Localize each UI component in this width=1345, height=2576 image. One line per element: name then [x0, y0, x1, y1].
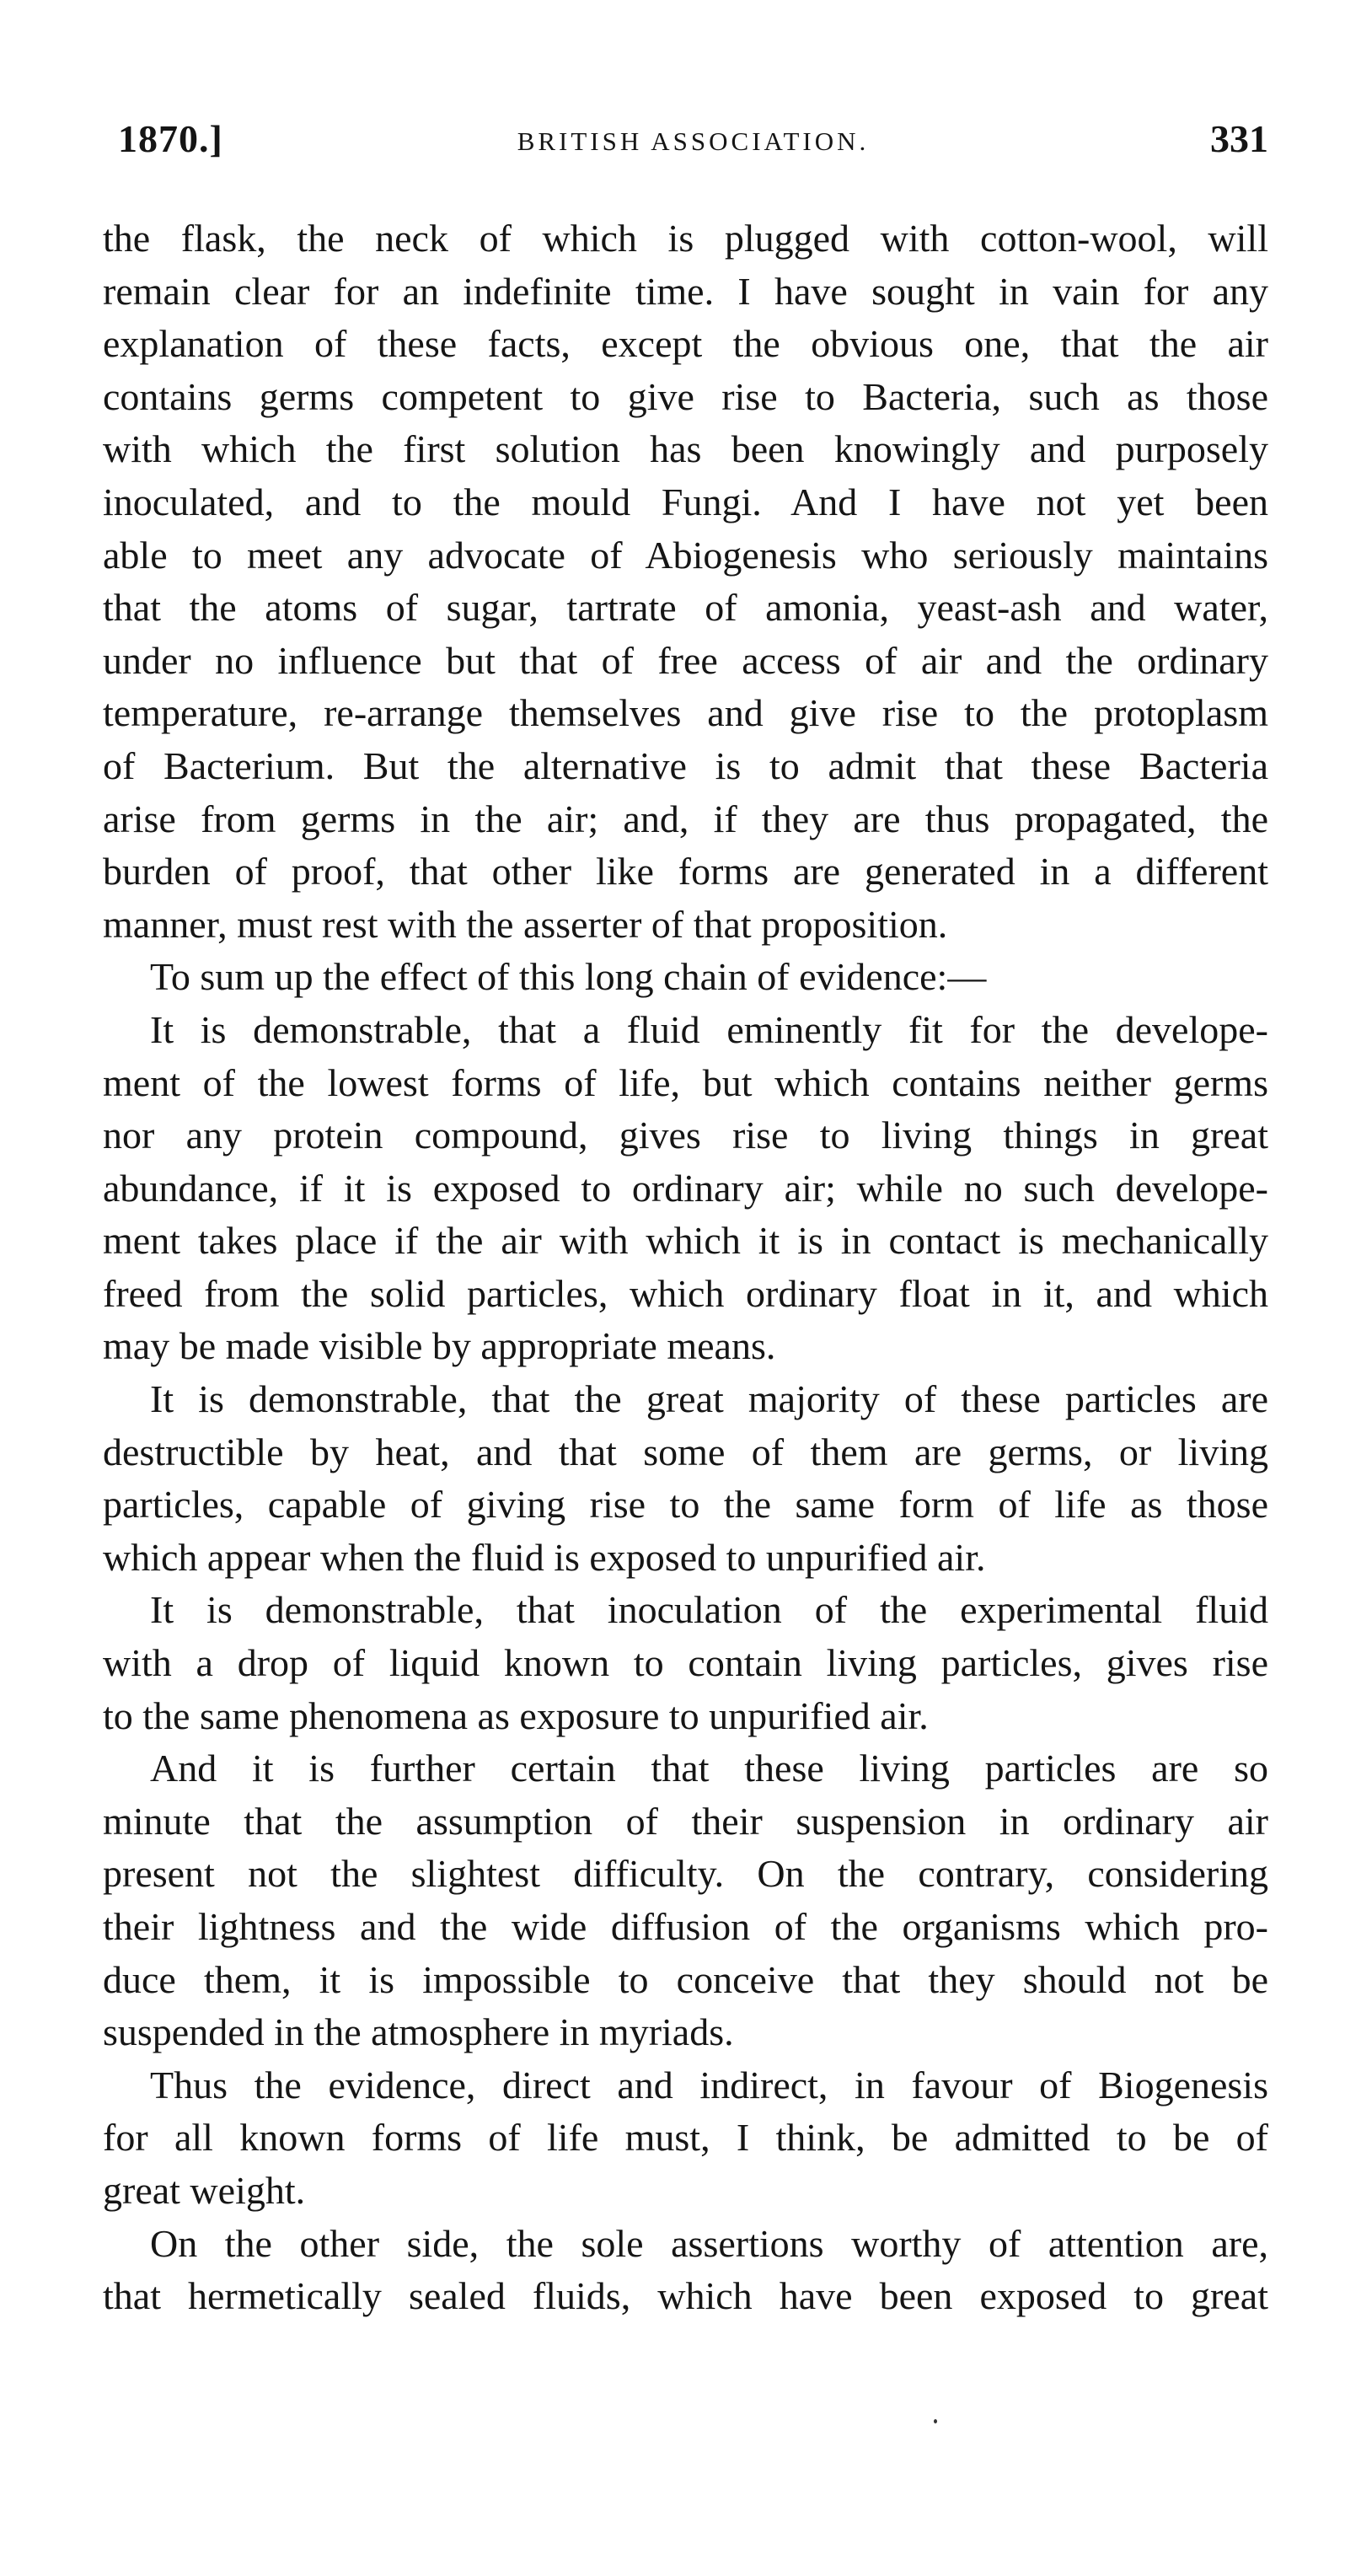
text-line: manner, must rest with the asserter of that proposition. — [103, 902, 948, 946]
text-line: particles, capable of giving rise to the same form of life as those — [103, 1483, 1268, 1527]
text-line: On the other side, the sole assertions worthy of attention are, — [150, 2221, 1268, 2265]
text-line: It is demonstrable, that inoculation of the experimental fluid — [150, 1588, 1268, 1632]
text-line: burden of proof, that other like forms are generated in a different — [103, 850, 1268, 894]
text-line: freed from the solid particles, which ordinary float in it, and which — [103, 1271, 1268, 1315]
body-text — [103, 212, 1268, 2323]
text-line: their lightness and the wide diffusion of the organisms which pro- — [103, 1905, 1268, 1948]
page-number: 331 — [1210, 117, 1268, 160]
text-line: duce them, it is impossible to conceive that they should not be — [103, 1957, 1268, 2001]
text-line: may be made visible by appropriate means. — [103, 1324, 776, 1368]
text-line: inoculated, and to the mould Fungi. And I have not yet been — [103, 480, 1268, 523]
text-line: that the atoms of sugar, tartrate of amonia, yeast-ash and water, — [103, 586, 1268, 630]
text-line: destructible by heat, and that some of them are germs, or living — [103, 1430, 1268, 1473]
text-line: to the same phenomena as exposure to unpurified air. — [103, 1693, 929, 1737]
text-line: ment of the lowest forms of life, but which contains neither germs — [103, 1060, 1268, 1104]
text-line: ment takes place if the air with which it is in contact is mechanically — [103, 1219, 1268, 1263]
text-line: with a drop of liquid known to contain living particles, gives rise — [103, 1641, 1268, 1685]
text-line: under no influence but that of free access of air and the ordinary — [103, 638, 1268, 682]
text-line: It is demonstrable, that the great majority of these particles are — [150, 1377, 1268, 1421]
text-line: temperature, re-arrange themselves and give rise to the protoplasm — [103, 691, 1268, 735]
text-line: remain clear for an indefinite time. I have sought in vain for any — [103, 269, 1268, 313]
text-line: And it is further certain that these living particles are so — [150, 1747, 1268, 1790]
text-line: Thus the evidence, direct and indirect, in favour of Biogenesis — [150, 2063, 1268, 2106]
header-year: 1870.] — [118, 117, 223, 160]
text-line: of Bacterium. But the alternative is to admit that these Bacteria — [103, 743, 1268, 787]
text-line: abundance, if it is exposed to ordinary air; while no such develope- — [103, 1166, 1268, 1210]
text-line: which appear when the fluid is exposed to unpurified air. — [103, 1535, 986, 1579]
text-line: able to meet any advocate of Abiogenesis who seriously maintains — [103, 533, 1268, 577]
text-line: the flask, the neck of which is plugged with cotton-wool, will — [103, 217, 1268, 260]
text-line: It is demonstrable, that a fluid eminently fit for the develope- — [150, 1007, 1268, 1051]
text-line: for all known forms of life must, I think, be admitted to be of — [103, 2116, 1268, 2160]
text-line: explanation of these facts, except the obvious one, that the air — [103, 322, 1268, 366]
header-title: BRITISH ASSOCIATION. — [517, 126, 870, 156]
running-head — [118, 116, 1268, 170]
text-line: nor any protein compound, gives rise to living things in great — [103, 1114, 1268, 1157]
text-line: arise from germs in the air; and, if they are thus propagated, the — [103, 797, 1268, 840]
text-line: present not the slightest difficulty. On the contrary, considering — [103, 1852, 1268, 1896]
text-line: minute that the assumption of their suspension in ordinary air — [103, 1799, 1268, 1843]
text-line: suspended in the atmosphere in myriads. — [103, 2010, 734, 2054]
text-line: with which the first solution has been knowingly and purposely — [103, 427, 1268, 471]
text-line: contains germs competent to give rise to Bacteria, such as those — [103, 374, 1268, 418]
text-line: To sum up the effect of this long chain of evidence:— — [150, 955, 987, 999]
ink-speck — [934, 2419, 937, 2423]
text-line: great weight. — [103, 2168, 306, 2212]
text-line: that hermetically sealed fluids, which have been exposed to great — [103, 2274, 1268, 2318]
